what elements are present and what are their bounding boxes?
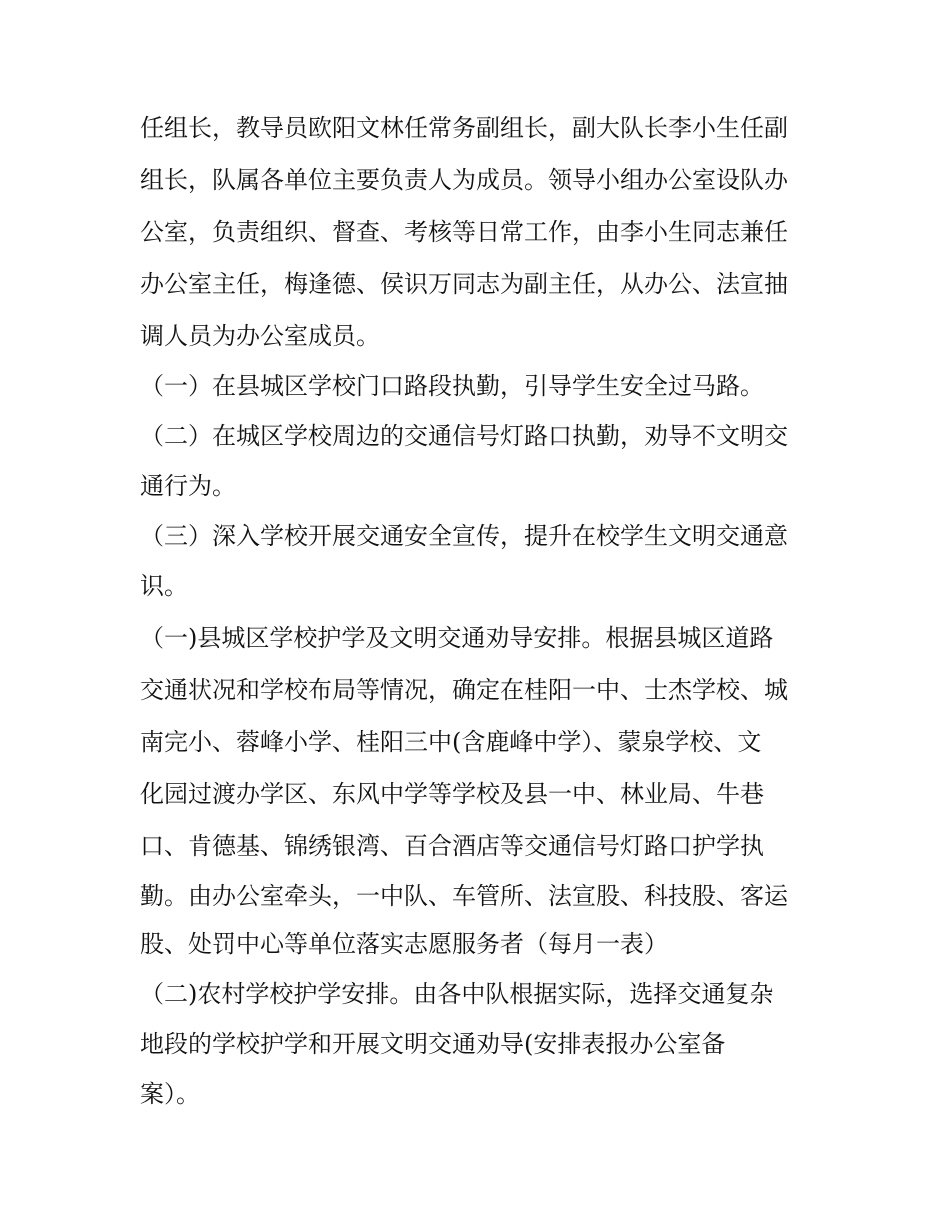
text-line: 任组长，教导员欧阳文林任常务副组长，副大队长李小生任副 — [140, 114, 788, 142]
text-line: 化园过渡办学区、东风中学等学校及县一中、林业局、牛巷 — [140, 780, 764, 808]
text-line: （三）深入学校开展交通安全宣传，提升在校学生文明交通意 — [140, 522, 788, 550]
text-line: （一)县城区学校护学及文明交通劝导安排。根据县城区道路 — [140, 624, 774, 652]
text-line: （二）在城区学校周边的交通信号灯路口执勤，劝导不文明交 — [140, 422, 788, 450]
text-line: 地段的学校护学和开展文明交通劝导(安排表报办公室备 — [140, 1030, 726, 1058]
text-line: 股、处罚中心等单位落实志愿服务者（每月一表） — [140, 930, 668, 958]
text-line: 公室，负责组织、督查、考核等日常工作，由李小生同志兼任 — [140, 218, 788, 246]
text-line: 交通状况和学校布局等情况，确定在桂阳一中、士杰学校、城 — [140, 676, 788, 704]
text-line: 组长，队属各单位主要负责人为成员。领导小组办公室设队办 — [140, 166, 788, 194]
text-line: 办公室主任，梅逢德、侯识万同志为副主任，从办公、法宣抽 — [140, 270, 788, 298]
text-line: 识。 — [140, 572, 188, 600]
text-line: 通行为。 — [140, 472, 236, 500]
text-line: 口、肯德基、锦绣银湾、百合酒店等交通信号灯路口护学执 — [140, 832, 764, 860]
text-line: 南完小、蓉峰小学、桂阳三中(含鹿峰中学）、蒙泉学校、文 — [140, 728, 762, 756]
text-line: 勤。由办公室牵头，一中队、车管所、法宣股、科技股、客运 — [140, 882, 788, 910]
text-line: 调人员为办公室成员。 — [140, 322, 380, 350]
text-line: （二)农村学校护学安排。由各中队根据实际，选择交通复杂 — [140, 980, 774, 1008]
text-line: （一）在县城区学校门口路段执勤，引导学生安全过马路。 — [140, 372, 764, 400]
text-line: 案）。 — [140, 1080, 200, 1108]
